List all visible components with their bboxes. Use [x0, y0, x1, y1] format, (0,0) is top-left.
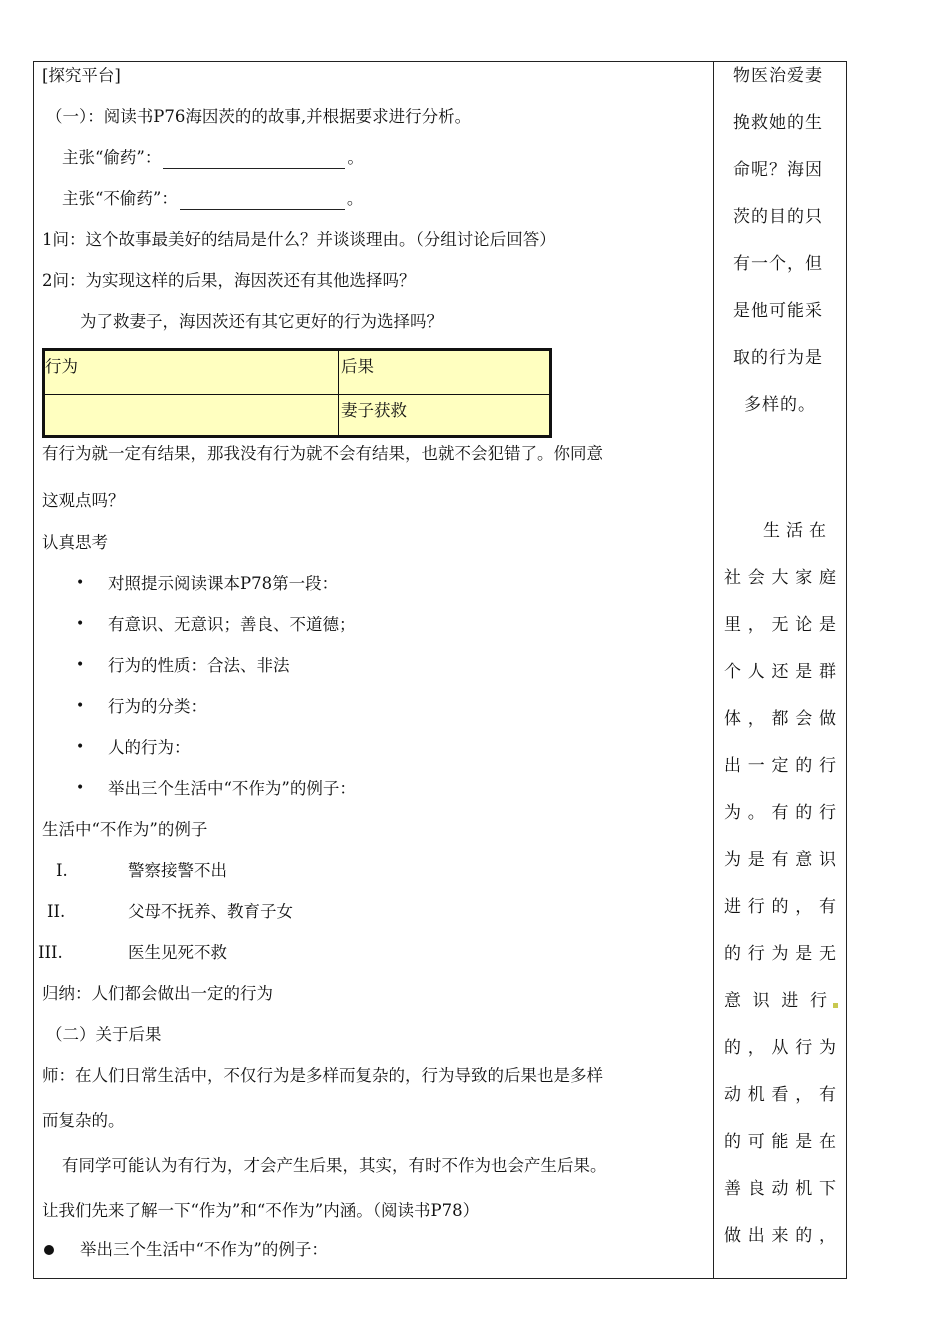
bullet-item: 行为的性质：合法、非法 — [108, 656, 290, 675]
side-line: 挽救她的生 — [733, 113, 823, 133]
table-header-behavior: 行为 — [45, 357, 78, 376]
part1-intro: （一）：阅读书P76海因茨的的故事,并根据要求进行分析。 — [46, 107, 472, 126]
side-line: 的可能是在 — [724, 1132, 836, 1152]
example-text: 医生见死不救 — [128, 943, 227, 962]
side-line: 里，无论是 — [724, 615, 836, 635]
bullet-marker: • — [76, 575, 85, 591]
side-line: 多样的。 — [744, 395, 816, 415]
examples-title: 生活中“不作为”的例子 — [42, 820, 208, 839]
example-text: 警察接警不出 — [128, 861, 227, 880]
bullet-marker: • — [76, 657, 85, 673]
side-line: 进行的，有 — [724, 897, 836, 917]
example-number: I. — [56, 861, 68, 880]
question-line-1: 有行为就一定有结果，那我没有行为就不会有结果，也就不会犯错了。你同意 — [42, 444, 603, 463]
claim-nosteal — [62, 188, 363, 210]
bullet-item: 对照提示阅读课本P78第一段： — [108, 574, 339, 593]
side-line: 社会大家庭 — [724, 568, 836, 588]
side-line: 取的行为是 — [733, 348, 823, 368]
claim-nosteal-label: 主张“不偷药”： — [62, 189, 178, 208]
column-divider — [713, 61, 714, 1279]
filled-bullet-marker — [44, 1245, 54, 1255]
side-line: 命呢？海因 — [733, 160, 823, 180]
think-title: 认真思考 — [42, 533, 108, 552]
paragraph-line-1: 有同学可能认为有行为，才会产生后果，其实，有时不作为也会产生后果。 — [62, 1156, 607, 1175]
side-line: 的，从行为 — [724, 1038, 836, 1058]
side-line: 做出来的， — [724, 1226, 836, 1246]
example-number: II. — [47, 902, 66, 921]
side-line: 善良动机下 — [724, 1179, 836, 1199]
bullet-marker: • — [76, 698, 85, 714]
question-line-2: 这观点吗？ — [42, 491, 125, 510]
side-line: 为。有的行 — [724, 803, 836, 823]
table-header-result: 后果 — [341, 357, 374, 376]
teacher-line-2: 而复杂的。 — [42, 1111, 125, 1130]
bullet-marker: • — [76, 780, 85, 796]
claim-nosteal-end: 。 — [346, 189, 364, 208]
side-line: 出一定的行 — [724, 756, 836, 776]
bullet-item: 人的行为： — [108, 738, 191, 757]
claim-steal — [62, 147, 364, 169]
side-line: 为是有意识 — [724, 850, 836, 870]
question-1: 1问：这个故事最美好的结局是什么？并谈谈理由。（分组讨论后回答） — [42, 230, 556, 249]
example-text: 父母不抚养、教育子女 — [128, 902, 293, 921]
bullet-marker: • — [76, 616, 85, 632]
section-title: [探究平台] — [42, 66, 121, 85]
side-line: 意识进行 — [724, 991, 828, 1011]
table-col-divider — [338, 351, 339, 435]
claim-steal-blank — [163, 152, 345, 169]
side-line: 体，都会做 — [724, 709, 836, 729]
claim-steal-label: 主张“偷药”： — [62, 148, 162, 167]
teacher-line-1: 师：在人们日常生活中，不仅行为是多样而复杂的，行为导致的后果也是多样 — [42, 1066, 603, 1085]
bullet-item: 有意识、无意识；善良、不道德； — [108, 615, 356, 634]
table-row-divider — [45, 394, 549, 395]
marker-dot — [833, 1003, 838, 1008]
bullet-item: 举出三个生活中“不作为”的例子： — [108, 779, 356, 798]
claim-nosteal-blank — [180, 193, 345, 210]
bullet-item: 行为的分类： — [108, 697, 207, 716]
example-number: III. — [38, 943, 63, 962]
summary: 归纳：人们都会做出一定的行为 — [42, 984, 273, 1003]
question-2-sub: 为了救妻子，海因茨还有其它更好的行为选择吗？ — [80, 312, 443, 331]
side-line: 的行为是无 — [724, 944, 836, 964]
behavior-result-table — [42, 348, 552, 438]
bullet-marker: • — [76, 739, 85, 755]
side-line: 是他可能采 — [733, 301, 823, 321]
side-line: 物医治爱妻 — [733, 66, 823, 86]
question-2: 2问：为实现这样的后果，海因茨还有其他选择吗？ — [42, 271, 416, 290]
part2-title: （二）关于后果 — [46, 1025, 162, 1044]
side-line: 动机看，有 — [724, 1085, 836, 1105]
table-cell-result: 妻子获救 — [341, 401, 407, 420]
side-line: 个人还是群 — [724, 662, 836, 682]
final-bullet: 举出三个生活中“不作为”的例子： — [80, 1240, 328, 1259]
paragraph-line-2: 让我们先来了解一下“作为”和“不作为”内涵。（阅读书P78） — [42, 1201, 480, 1220]
side-line: 茨的目的只 — [733, 207, 823, 227]
side-line: 生活在 — [763, 521, 832, 541]
side-line: 有一个，但 — [733, 254, 823, 274]
claim-steal-end: 。 — [347, 148, 364, 167]
